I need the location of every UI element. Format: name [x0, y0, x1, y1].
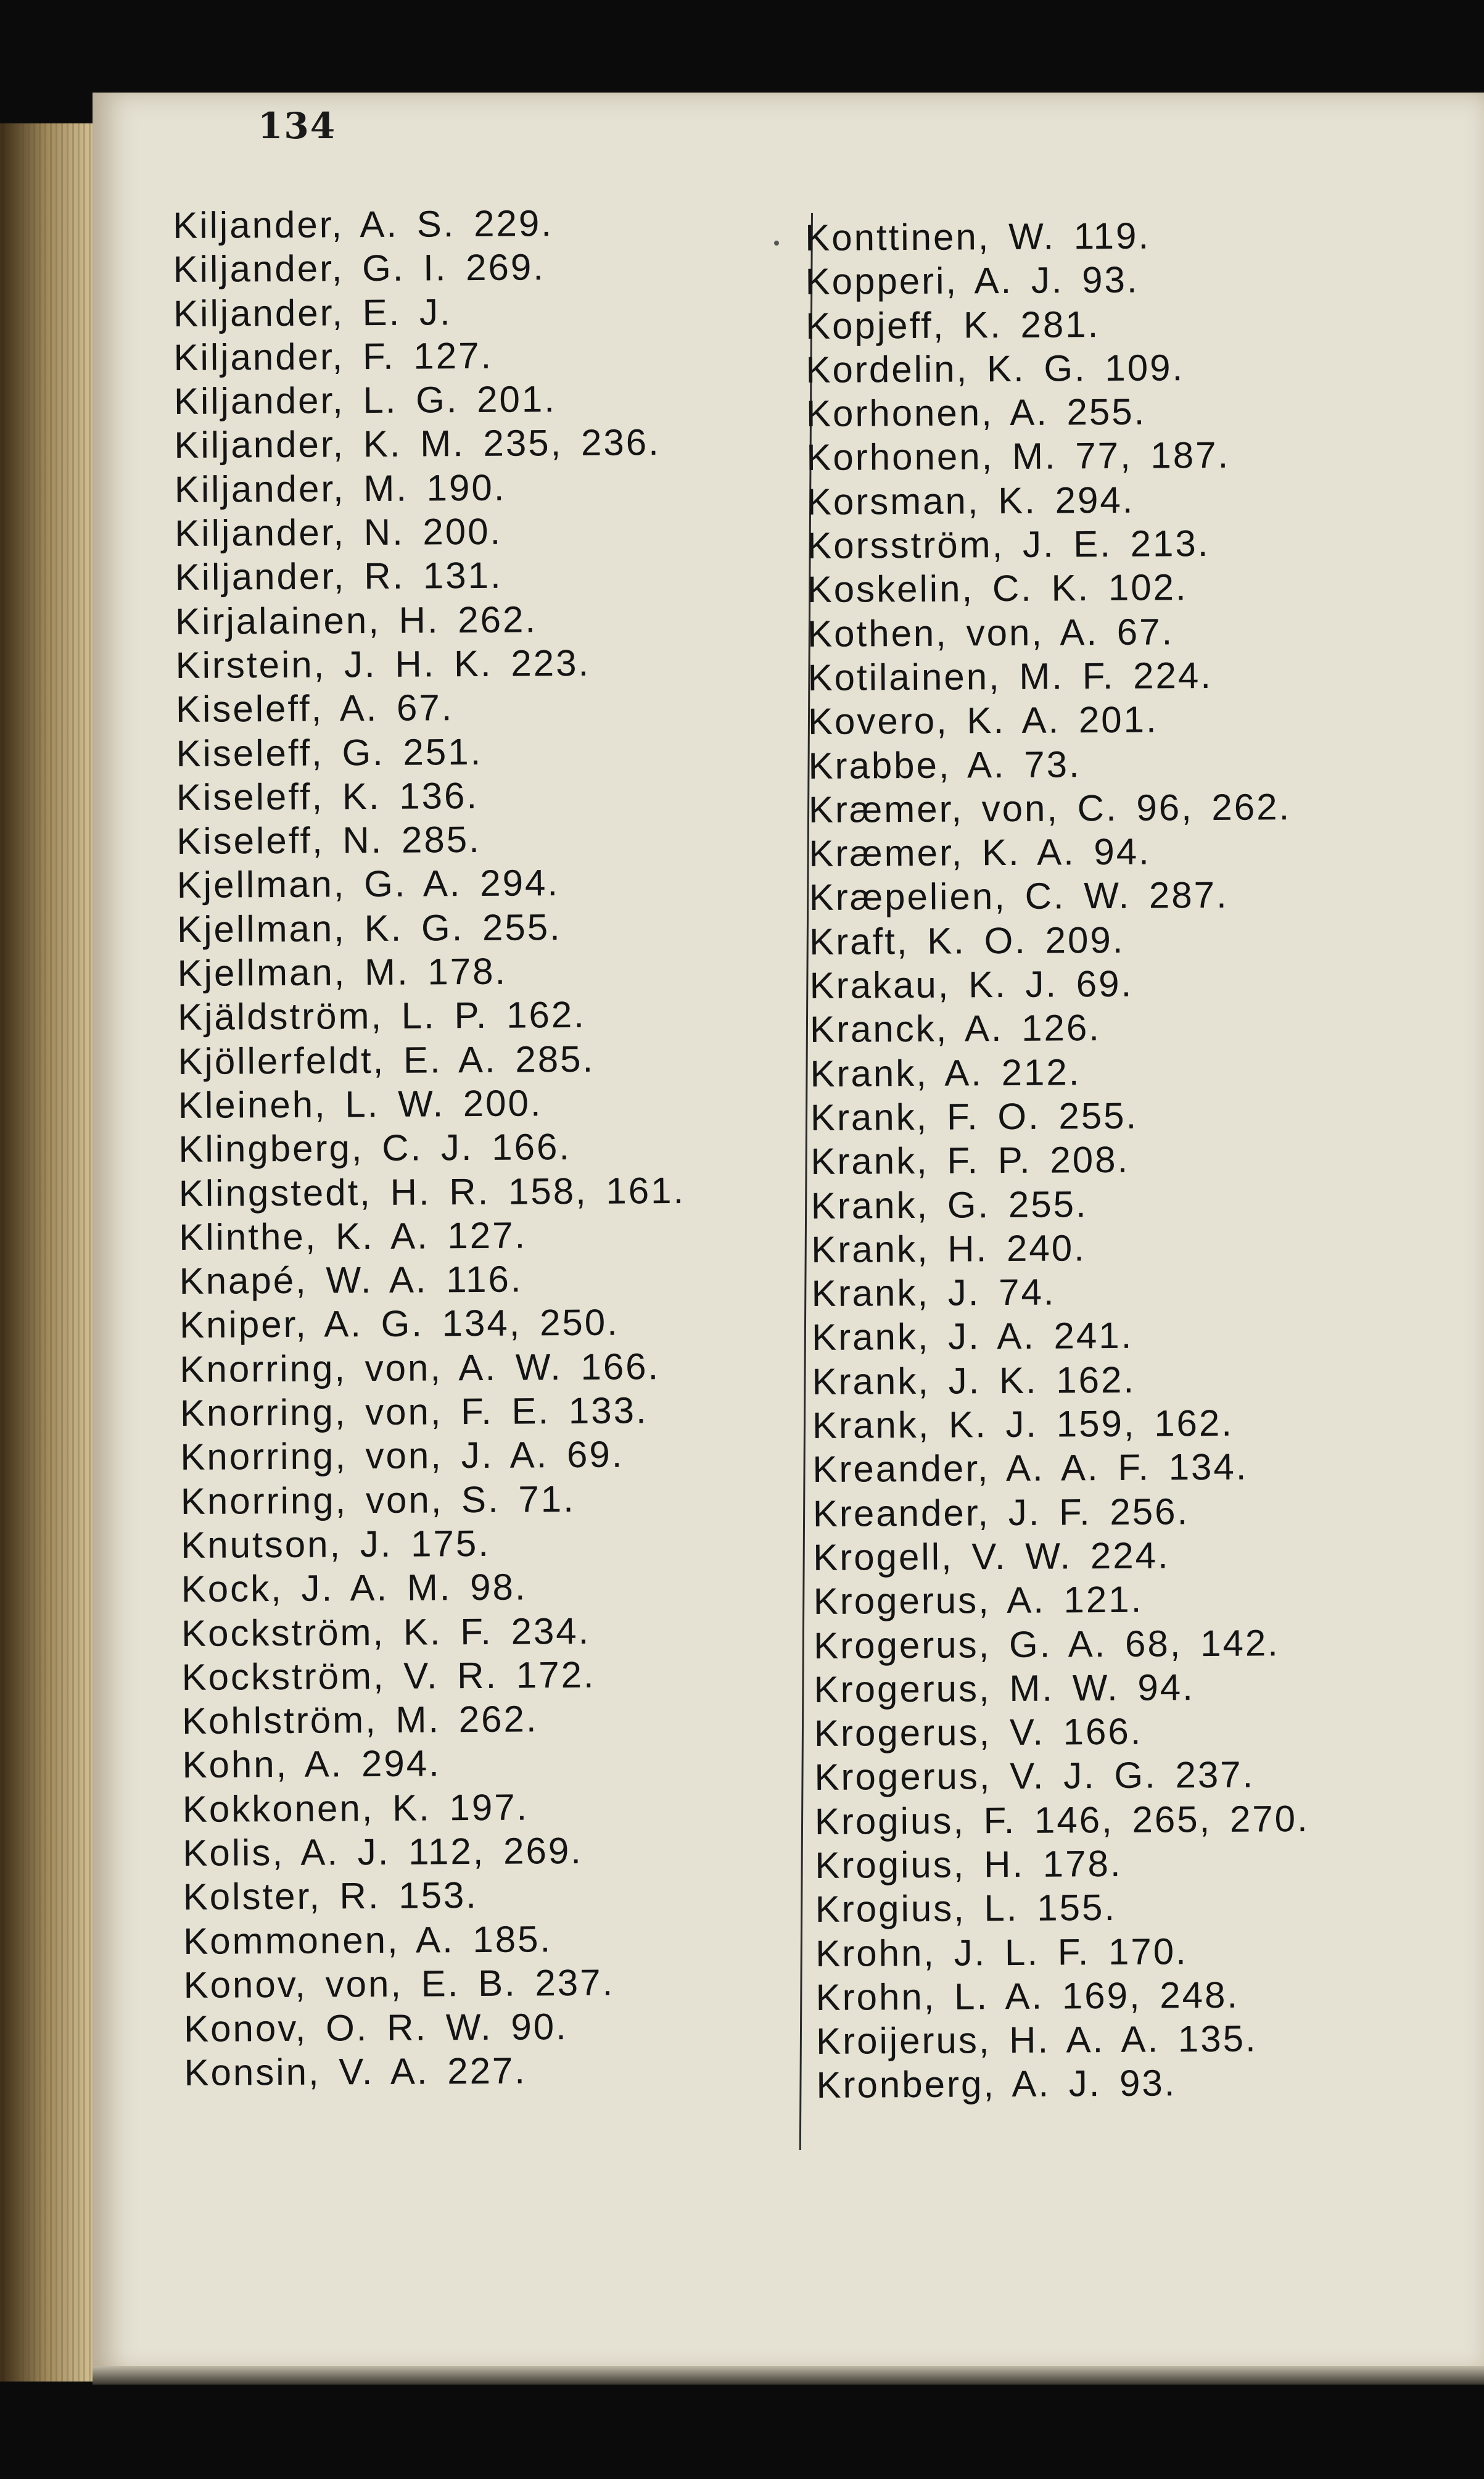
index-entry: Krogerus, G. A. 68, 142. — [813, 1621, 1280, 1666]
index-entry: Knorring, von, J. A. 69. — [180, 1433, 624, 1478]
index-entry: Krank, A. 212. — [810, 1051, 1081, 1095]
index-entry: Kiljander, R. 131. — [175, 555, 503, 598]
index-entry: Kreander, J. F. 256. — [812, 1490, 1190, 1534]
page-bottom-shadow — [93, 2366, 1484, 2385]
index-entry: Kolis, A. J. 112, 269. — [183, 1829, 583, 1874]
index-entry: Konov, O. R. W. 90. — [183, 2006, 569, 2050]
index-entry: Krogerus, V. 166. — [814, 1710, 1143, 1755]
index-entry: Krabbe, A. 73. — [808, 743, 1081, 787]
ink-speck — [774, 241, 779, 246]
index-entry: Kraft, K. O. 209. — [809, 919, 1125, 962]
index-entry: Krogius, H. 178. — [815, 1842, 1123, 1886]
index-entry: Kiljander, L. G. 201. — [173, 378, 557, 423]
index-entry: Kommonen, A. 185. — [183, 1918, 553, 1962]
index-entry: Kiseleff, A. 67. — [175, 687, 454, 730]
index-entry: Kiljander, N. 200. — [175, 510, 503, 555]
index-entry: Krank, F. O. 255. — [810, 1095, 1139, 1138]
index-entry: Krank, F. P. 208. — [810, 1139, 1130, 1183]
index-entry: Kroijerus, H. A. A. 135. — [815, 2018, 1258, 2063]
index-entry: Kjellman, M. 178. — [177, 950, 508, 995]
index-entry: Kreander, A. A. F. 134. — [812, 1446, 1248, 1491]
index-entry: Kleineh, L. W. 200. — [178, 1082, 543, 1126]
index-entry: Kiseleff, N. 285. — [176, 819, 481, 863]
index-entry: Kovero, K. A. 201. — [807, 698, 1158, 743]
index-entry: Knorring, von, A. W. 166. — [179, 1345, 661, 1390]
index-entry: Kræmer, K. A. 94. — [809, 830, 1152, 875]
index-entry: Klinthe, K. A. 127. — [179, 1214, 527, 1258]
index-entry: Konov, von, E. B. 237. — [183, 1961, 615, 2006]
index-entry: Kræpelien, C. W. 287. — [809, 874, 1229, 919]
index-entry: Korsman, K. 294. — [806, 479, 1135, 523]
index-entry: Kothen, von, A. 67. — [807, 611, 1174, 655]
index-entry: Knorring, von, F. E. 133. — [179, 1389, 648, 1434]
index-entry: Konsin, V. A. 227. — [184, 2050, 527, 2094]
index-entry: Krogius, F. 146, 265, 270. — [814, 1797, 1309, 1842]
index-entry: Kjöllerfeldt, E. A. 285. — [178, 1038, 595, 1082]
index-entry: Kopjeff, K. 281. — [805, 303, 1100, 347]
index-entry: Kotilainen, M. F. 224. — [807, 654, 1213, 698]
index-entry: Krogerus, A. 121. — [813, 1578, 1144, 1623]
index-entry: Krank, J. A. 241. — [811, 1315, 1134, 1359]
page-number: 134 — [258, 105, 337, 147]
index-entry: Krank, H. 240. — [811, 1227, 1086, 1270]
index-entry: Kohn, A. 294. — [182, 1742, 441, 1786]
index-entry: Klingstedt, H. R. 158, 161. — [178, 1169, 686, 1214]
index-entry: Krakau, K. J. 69. — [809, 962, 1134, 1007]
left-index-column — [173, 200, 777, 2095]
index-entry: Korhonen, M. 77, 187. — [806, 434, 1230, 479]
index-entry: Knutson, J. 175. — [181, 1522, 491, 1566]
right-index-column — [805, 213, 1372, 2108]
index-entry: Kockström, K. F. 234. — [181, 1610, 591, 1654]
index-entry: Kronberg, A. J. 93. — [816, 2062, 1177, 2106]
index-entry: Konttinen, W. 119. — [805, 215, 1151, 259]
index-entry: Kiljander, E. J. — [173, 291, 452, 334]
index-entry: Krank, K. J. 159, 162. — [812, 1402, 1234, 1446]
index-entry: Krohn, J. L. F. 170. — [815, 1930, 1189, 1974]
index-entry: Kranck, A. 126. — [809, 1007, 1102, 1051]
index-entry: Krank, J. 74. — [811, 1271, 1056, 1315]
index-entry: Kiljander, F. 127. — [173, 334, 493, 378]
index-entry: Knapé, W. A. 116. — [179, 1258, 523, 1302]
index-entry: Kopperi, A. J. 93. — [805, 259, 1139, 303]
index-entry: Kiljander, K. M. 235, 236. — [174, 421, 661, 466]
index-entry: Kiljander, G. I. 269. — [173, 246, 546, 291]
index-entry: Kjäldström, L. P. 162. — [177, 994, 587, 1038]
index-entry: Klingberg, C. J. 166. — [178, 1126, 572, 1170]
index-entry: Korhonen, A. 255. — [806, 391, 1147, 435]
index-entry: Krogius, L. 155. — [815, 1887, 1117, 1931]
index-entry: Knorring, von, S. 71. — [180, 1478, 576, 1522]
index-entry: Krank, J. K. 162. — [812, 1359, 1136, 1402]
index-entry: Kiseleff, K. 136. — [176, 774, 479, 818]
index-entry: Kohlström, M. 262. — [181, 1698, 538, 1742]
index-entry: Kirstein, J. H. K. 223. — [175, 642, 591, 686]
index-entry: Kirjalainen, H. 262. — [175, 598, 538, 642]
index-entry: Kræmer, von, C. 96, 262. — [808, 786, 1292, 830]
index-entry: Krogerus, M. W. 94. — [814, 1666, 1195, 1710]
index-entry: Kordelin, K. G. 109. — [806, 347, 1185, 391]
index-entry: Krogell, V. W. 224. — [813, 1534, 1170, 1578]
index-entry: Kjellman, K. G. 255. — [176, 906, 562, 950]
index-entry: Krohn, L. A. 169, 248. — [815, 1974, 1240, 2018]
index-entry: Kolster, R. 153. — [183, 1874, 479, 1918]
index-entry: Kiljander, M. 190. — [174, 466, 506, 510]
index-entry: Kockström, V. R. 172. — [181, 1653, 596, 1698]
index-entry: Koskelin, C. K. 102. — [807, 566, 1188, 611]
index-entry: Kokkonen, K. 197. — [182, 1786, 529, 1830]
index-entry: Kock, J. A. M. 98. — [181, 1566, 527, 1610]
index-entry: Korsström, J. E. 213. — [807, 523, 1210, 567]
index-entry: Kiseleff, G. 251. — [176, 730, 483, 774]
index-entry: Krogerus, V. J. G. 237. — [814, 1753, 1255, 1798]
index-entry: Kiljander, A. S. 229. — [173, 202, 554, 246]
index-entry: Krank, G. 255. — [810, 1183, 1088, 1227]
index-entry: Kniper, A. G. 134, 250. — [179, 1302, 620, 1346]
index-entry: Kjellman, G. A. 294. — [176, 862, 560, 906]
